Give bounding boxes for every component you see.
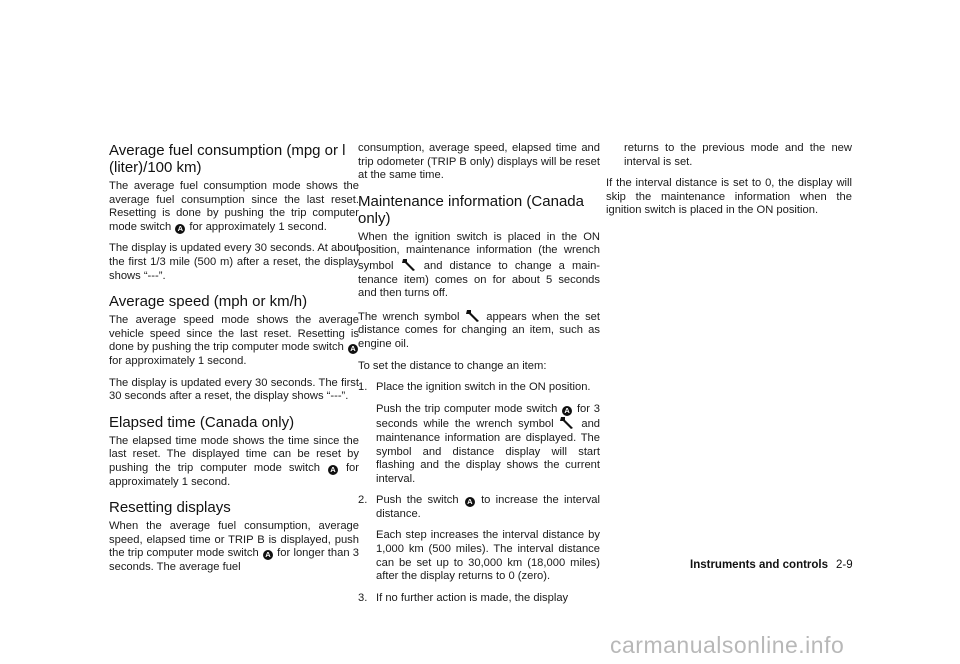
- paragraph: To set the distance to change an item:: [358, 359, 547, 372]
- column-2: [358, 142, 600, 613]
- paragraph: The wrench symbol appears when the set distance comes for changing an item, such as engine oil.: [358, 310, 601, 350]
- paragraph: Push the trip computer mode switch A for 3 seconds while the wrench symbol and maintenance information are displayed. The symbol and distance display will start flashing and the display shows the current interval.: [376, 402, 601, 485]
- paragraph: returns to the previous mode and the new interval is set.: [624, 142, 852, 168]
- wrench-icon: [465, 309, 481, 323]
- paragraph: The average fuel consumption mode shows the average fuel consumption since the last reset. Resetting is done by pushing the trip computer mode switch A for approximately 1 second.: [109, 180, 359, 233]
- paragraph: The average speed mode shows the average vehicle speed since the last reset. Resetting is done by pushing the trip computer mode switch A for approximately 1 second.: [109, 314, 359, 367]
- paragraph: When the average fuel consumption, average speed, elapsed time or TRIP B is displayed, push the trip computer mode switch A for longer than 3 seconds. The average fuel: [109, 520, 360, 573]
- switch-a-icon: A: [175, 224, 185, 234]
- paragraph: The elapsed time mode shows the time since the last reset. The displayed time can be reset by pushing the trip computer mode switch A for approximately 1 second.: [109, 434, 360, 488]
- heading-average-fuel-consumption: Average fuel consumption (mpg or l (liter)/100 km): [109, 142, 346, 176]
- paragraph: consumption, average speed, elapsed time and trip odometer (TRIP B only) displays will be reset at the same time.: [358, 142, 600, 182]
- paragraph: The display is updated every 30 seconds. The first 30 seconds after a reset, the display shows “---”.: [109, 376, 359, 403]
- switch-a-icon: A: [328, 465, 338, 475]
- switch-a-icon: A: [465, 497, 475, 507]
- page-footer: [690, 559, 853, 571]
- switch-a-icon: A: [348, 344, 358, 354]
- heading-elapsed-time: Elapsed time (Canada only): [109, 413, 295, 431]
- list-item: 2. Push the switch A to increase the interval distance.: [358, 494, 601, 520]
- list-item: 3. If no further action is made, the display: [358, 591, 569, 604]
- switch-a-icon: A: [562, 406, 572, 416]
- paragraph: Each step increases the interval distance by 1,000 km (500 miles). The interval distance can be set up to 30,000 km (18,000 miles) after the display returns to 0 (zero).: [376, 529, 600, 583]
- page-number: 2-9: [836, 559, 853, 571]
- watermark: carmanualsonline.info: [610, 632, 845, 658]
- heading-resetting-displays: Resetting displays: [109, 499, 231, 517]
- heading-average-speed: Average speed (mph or km/h): [109, 293, 308, 311]
- paragraph: If the interval distance is set to 0, the display will skip the maintenance information when the ignition switch is placed in the ON position.: [606, 177, 852, 217]
- list-item: 1. Place the ignition switch in the ON position.: [358, 381, 591, 394]
- heading-maintenance-information: Maintenance information (Canada only): [358, 192, 584, 227]
- column-3: [606, 142, 852, 226]
- wrench-icon: [401, 258, 417, 272]
- section-title: Instruments and controls: [690, 559, 829, 571]
- paragraph: When the ignition switch is placed in the ON position, maintenance information (the wrench symbol and distance to change a main-tenance item) comes on for about 5 seconds and then turns off.: [358, 230, 601, 300]
- paragraph: The display is updated every 30 seconds. At about the first 1/3 mile (500 m) after a reset, the display shows “---”.: [109, 242, 360, 282]
- switch-a-icon: A: [263, 550, 273, 560]
- column-1: [109, 142, 359, 582]
- wrench-icon: [559, 416, 575, 430]
